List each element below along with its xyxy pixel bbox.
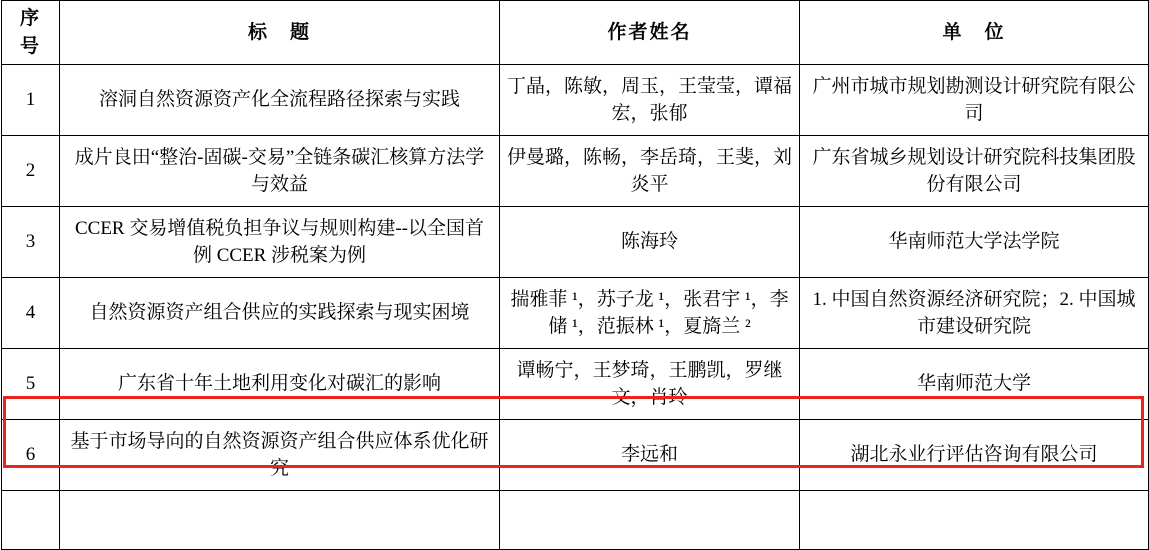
cell-title: 广东省十年土地利用变化对碳汇的影响 [60, 349, 500, 420]
cell-index: 2 [2, 136, 60, 207]
table-row [2, 278, 1149, 349]
cell-affiliation: 广州市城市规划勘测设计研究院有限公司 [800, 65, 1149, 136]
table-body [2, 65, 1149, 550]
award-list-table [1, 0, 1149, 550]
cell-affiliation: 1. 中国自然资源经济研究院；2. 中国城市建设研究院 [800, 278, 1149, 349]
cell-authors [500, 491, 800, 550]
cell-title: 基于市场导向的自然资源资产组合供应体系优化研究 [60, 420, 500, 491]
table-header [2, 1, 1149, 65]
cell-title: 自然资源资产组合供应的实践探索与现实困境 [60, 278, 500, 349]
cell-index: 5 [2, 349, 60, 420]
column-header-authors: 作者姓名 [500, 1, 800, 65]
table-row-highlighted [2, 420, 1149, 491]
table-header-row [2, 1, 1149, 65]
cell-authors: 李远和 [500, 420, 800, 491]
cell-title: CCER 交易增值税负担争议与规则构建--以全国首例 CCER 涉税案为例 [60, 207, 500, 278]
cell-affiliation [800, 491, 1149, 550]
cell-title: 溶洞自然资源资产化全流程路径探索与实践 [60, 65, 500, 136]
cell-affiliation: 华南师范大学法学院 [800, 207, 1149, 278]
column-header-index: 序 号 [2, 1, 60, 65]
cell-affiliation: 广东省城乡规划设计研究院科技集团股份有限公司 [800, 136, 1149, 207]
table-row [2, 136, 1149, 207]
column-header-title: 标 题 [60, 1, 500, 65]
cell-index: 6 [2, 420, 60, 491]
cell-authors: 丁晶，陈敏，周玉，王莹莹，谭福宏，张郁 [500, 65, 800, 136]
cell-index [2, 491, 60, 550]
cell-authors: 揣雅菲 ¹，苏子龙 ¹，张君宇 ¹，李储 ¹，范振林 ¹，夏旖兰 ² [500, 278, 800, 349]
cell-authors: 陈海玲 [500, 207, 800, 278]
table-row-empty [2, 491, 1149, 550]
table-row [2, 65, 1149, 136]
cell-authors: 伊曼璐，陈畅，李岳琦，王斐，刘炎平 [500, 136, 800, 207]
cell-index: 4 [2, 278, 60, 349]
cell-index: 1 [2, 65, 60, 136]
cell-affiliation: 湖北永业行评估咨询有限公司 [800, 420, 1149, 491]
cell-authors: 谭畅宁，王梦琦，王鹏凯，罗继文，肖玲 [500, 349, 800, 420]
cell-title: 成片良田“整治-固碳-交易”全链条碳汇核算方法学与效益 [60, 136, 500, 207]
column-header-affiliation: 单 位 [800, 1, 1149, 65]
table-row [2, 207, 1149, 278]
cell-title [60, 491, 500, 550]
table-row [2, 349, 1149, 420]
cell-affiliation: 华南师范大学 [800, 349, 1149, 420]
cell-index: 3 [2, 207, 60, 278]
